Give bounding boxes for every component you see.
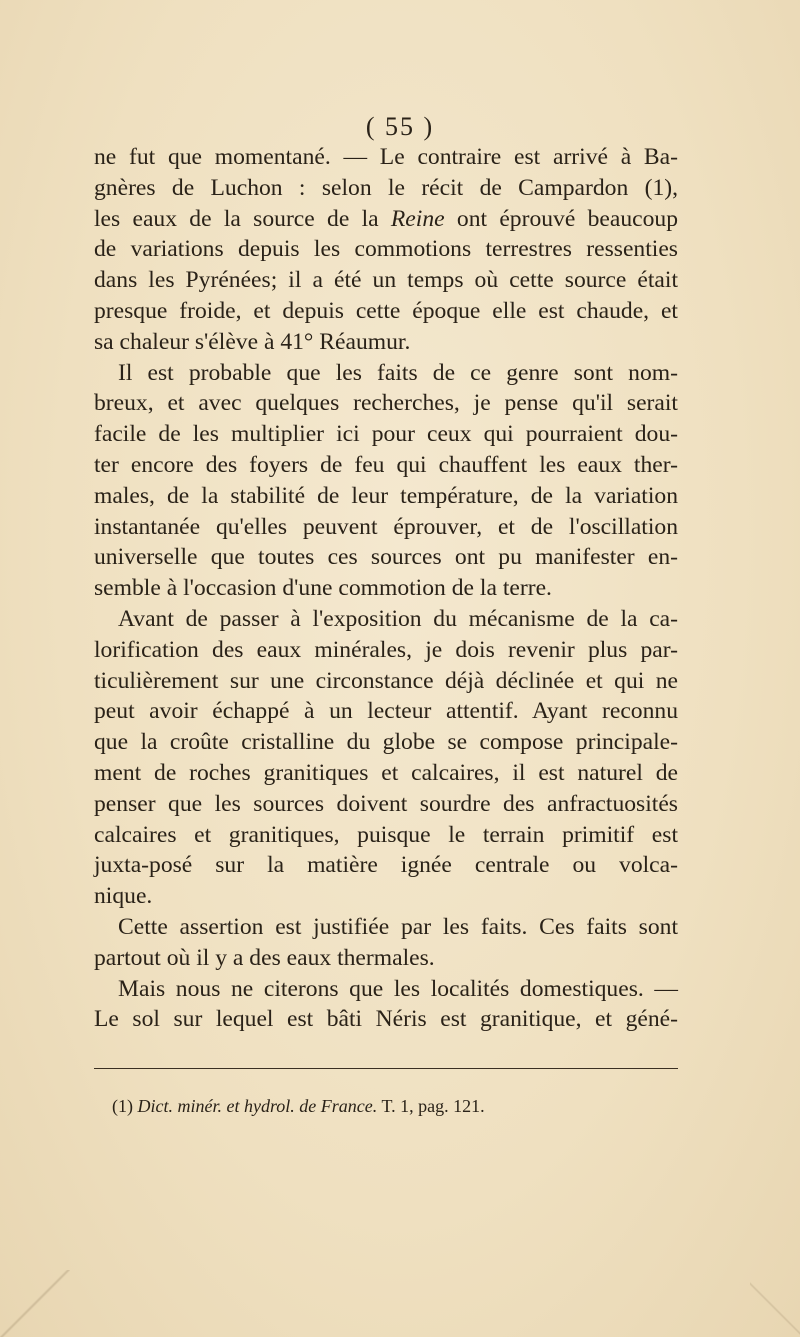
text-line: que la croûte cristalline du globe se compose principale- [94,729,678,756]
text-line: lorification des eaux minérales, je dois revenir plus par- [94,636,678,663]
text-line: ticulièrement sur une circonstance déjà déclinée et qui ne [94,667,678,694]
page-fold-left [0,1270,70,1337]
text-line: Il est probable que les faits de ce genre sont nom- [118,359,678,386]
text-line: dans les Pyrénées; il a été un temps où cette source était [94,267,678,294]
footnote [112,1096,485,1117]
text-line: peut avoir échappé à un lecteur attentif. Ayant reconnu [94,698,678,725]
text-line: gnères de Luchon : selon le récit de Campardon (1), [94,174,678,201]
text-line: de variations depuis les commotions terrestres ressenties [94,236,678,263]
text-line: facile de les multiplier ici pour ceux qui pourraient dou- [94,421,678,448]
text-line: ter encore des foyers de feu qui chauffent les eaux ther- [94,451,678,478]
text-line: ment de roches granitiques et calcaires, il est naturel de [94,759,678,786]
body-text [94,142,678,1035]
text-line: penser que les sources doivent sourdre des anfractuosités [94,790,678,817]
text-segment: ont éprouvé beaucoup [444,205,678,232]
text-line: Le sol sur lequel est bâti Néris est granitique, et géné- [94,1006,678,1033]
text-line: Avant de passer à l'exposition du mécanisme de la ca- [118,605,678,632]
text-line: calcaires et granitiques, puisque le terrain primitif est [94,821,678,848]
text-line [94,204,678,235]
page-number: ( 55 ) [365,112,435,141]
page-fold-right [750,1280,800,1337]
text-line: partout où il y a des eaux thermales. [94,944,435,971]
text-line: ne fut que momentané. — Le contraire est arrivé à Ba- [94,144,678,170]
footnote-rule [94,1068,678,1069]
text-line: sa chaleur s'élève à 41° Réaumur. [94,328,411,355]
text-segment: les eaux de la source de la [94,205,391,232]
text-line: instantanée qu'elles peuvent éprouver, et de l'oscillation [94,513,678,540]
text-line: juxta-posé sur la matière ignée centrale ou volca- [94,852,678,879]
text-line: presque froide, et depuis cette époque elle est chaude, et [94,297,678,324]
footnote-marker: (1) [112,1096,133,1116]
text-line: semble à l'occasion d'une commotion de la terre. [94,575,552,602]
italic-word: Reine [390,205,445,232]
text-line: males, de la stabilité de leur température, de la variation [94,482,678,509]
footnote-reference: T. 1, pag. 121. [377,1096,485,1116]
footnote-source-title: Dict. minér. et hydrol. de France. [137,1096,378,1116]
text-line: nique. [94,883,153,910]
text-line: Cette assertion est justifiée par les faits. Ces faits sont [118,913,678,940]
text-line: universelle que toutes ces sources ont pu manifester en- [94,544,678,571]
text-line: Mais nous ne citerons que les localités domestiques. — [118,975,678,1002]
text-line: breux, et avec quelques recherches, je pense qu'il serait [94,390,678,417]
